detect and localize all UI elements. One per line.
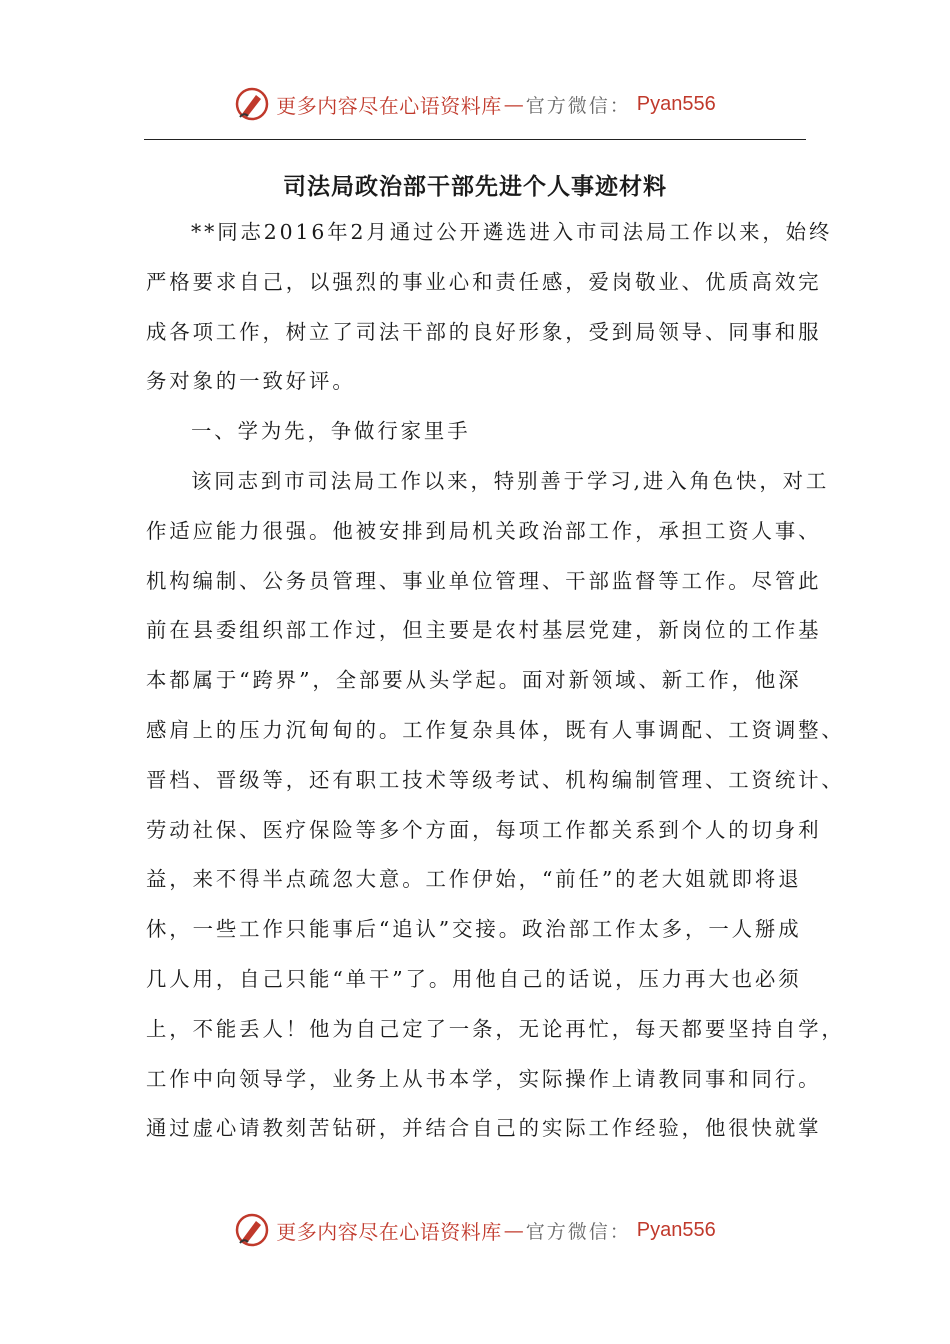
body-line: 前在县委组织部工作过，但主要是农村基层党建，新岗位的工作基 — [146, 618, 822, 643]
banner-site-text: 更多内容尽在心语资料库 — [276, 1219, 502, 1244]
body-line: 劳动社保、医疗保险等多个方面，每项工作都关系到个人的切身利 — [146, 817, 822, 842]
body-line: 务对象的一致好评。 — [146, 369, 356, 394]
body-line: 机构编制、公务员管理、事业单位管理、干部监督等工作。尽管此 — [146, 568, 822, 593]
body-line: 休，一些工作只能事后“追认”交接。政治部工作太多，一人掰成 — [146, 917, 802, 942]
body-line: 通过虚心请教刻苦钻研，并结合自己的实际工作经验，他很快就掌 — [146, 1116, 822, 1141]
body-line: 晋档、晋级等，还有职工技术等级考试、机构编制管理、工资统计、 — [146, 767, 845, 792]
header-banner — [0, 82, 950, 126]
section-heading: 一、学为先，争做行家里手 — [191, 419, 471, 444]
body-line: 该同志到市司法局工作以来，特别善于学习,进入角色快，对工 — [191, 468, 830, 493]
banner-dash: — — [503, 92, 524, 116]
banner-wechat-label: 官方微信： — [525, 94, 631, 117]
banner-wechat-id: Pyan556 — [636, 1218, 716, 1241]
body-line: **同志2016年2月通过公开遴选进入市司法局工作以来，始终 — [191, 220, 833, 244]
banner-dash: — — [503, 1218, 524, 1242]
body-line: 作适应能力很强。他被安排到局机关政治部工作，承担工资人事、 — [146, 518, 822, 543]
body-line: 感肩上的压力沉甸甸的。工作复杂具体，既有人事调配、工资调整、 — [146, 717, 845, 742]
body-line: 益，来不得半点疏忽大意。工作伊始，“前任”的老大姐就即将退 — [146, 867, 802, 892]
body-line: 成各项工作，树立了司法干部的良好形象，受到局领导、同事和服 — [146, 319, 822, 344]
banner-site-text: 更多内容尽在心语资料库 — [276, 93, 502, 118]
pen-logo-icon — [234, 86, 270, 122]
body-line: 几人用，自己只能“单干”了。用他自己的话说，压力再大也必须 — [146, 966, 802, 991]
body-line: 本都属于“跨界”，全部要从头学起。面对新领域、新工作，他深 — [146, 668, 802, 693]
header-rule — [144, 139, 806, 140]
body-line: 工作中向领导学，业务上从书本学，实际操作上请教同事和同行。 — [146, 1066, 822, 1091]
pen-logo-icon — [234, 1212, 270, 1248]
footer-banner — [0, 1208, 950, 1252]
document-body — [146, 208, 845, 1154]
page-title: 司法局政治部干部先进个人事迹材料 — [283, 174, 667, 200]
body-line: 严格要求自己，以强烈的事业心和责任感，爱岗敬业、优质高效完 — [146, 269, 822, 294]
body-line: 上，不能丢人！他为自己定了一条，无论再忙，每天都要坚持自学， — [146, 1016, 845, 1041]
banner-wechat-label: 官方微信： — [525, 1220, 631, 1243]
banner-wechat-id: Pyan556 — [636, 92, 716, 115]
